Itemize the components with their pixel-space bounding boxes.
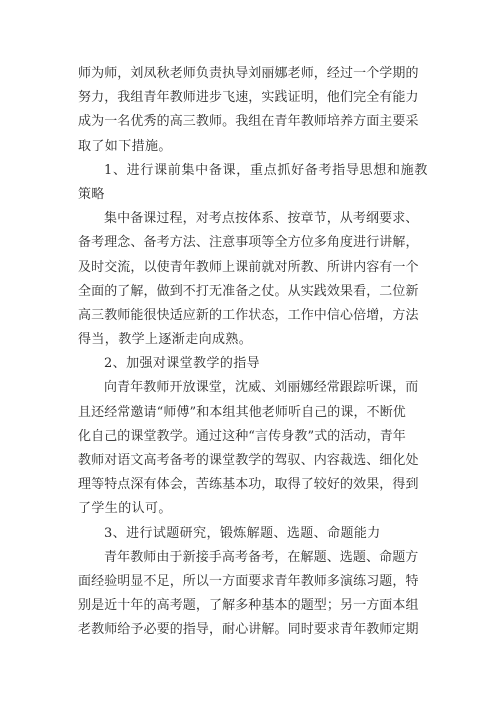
text-line: 得当，教学上逐渐走向成熟。: [78, 332, 253, 348]
text-line: 且还经常邀请“师傅”和本组其他老师听自己的课，不断优: [78, 404, 406, 420]
text-line: 取了如下措施。: [78, 138, 172, 154]
text-line: 及时交流，以使青年教师上课前就对所教、所讲内容有一个: [78, 259, 419, 275]
text-line: 向青年教师开放课堂，沈威、刘丽娜经常跟踪听课，而: [104, 380, 419, 396]
section-heading: 3、进行试题研究，锻炼解题、选题、命题能力: [104, 525, 381, 541]
section-heading: 2、加强对课堂教学的指导: [104, 356, 261, 372]
text-line: 努力，我组青年教师进步飞速，实践证明，他们完全有能力: [78, 90, 419, 106]
text-line: 了学生的认可。: [78, 501, 172, 517]
text-line: 成为一名优秀的高三教师。我组在青年教师培养方面主要采: [78, 114, 419, 130]
text-line: 集中备课过程，对考点按体系、按章节，从考纲要求、: [104, 211, 419, 227]
text-line: 师为师，刘凤秋老师负责执导刘丽娜老师，经过一个学期的: [78, 66, 419, 81]
text-line: 备考理念、备考方法、注意事项等全方位多角度进行讲解，: [78, 235, 419, 251]
text-line: 化自己的课堂教学。通过这种“言传身教”式的活动，青年: [78, 428, 406, 444]
text-line: 教师对语文高考备考的课堂教学的驾驭、内容裁选、细化处: [78, 453, 419, 468]
text-line: 面经验明显不足，所以一方面要求青年教师多演练习题，特: [78, 573, 419, 589]
section-heading-continued: 策略: [78, 186, 105, 202]
document-body: [78, 62, 430, 643]
text-line: 理等特点深有体会，苦练基本功，取得了较好的效果，得到: [78, 477, 419, 493]
text-line: 全面的了解，做到不打无准备之仗。从实践效果看，二位新: [78, 283, 419, 299]
section-heading: 1、进行课前集中备课，重点抓好备考指导思想和施教: [104, 162, 429, 178]
text-line: 高三教师能很快适应新的工作状态，工作中信心倍增，方法: [78, 307, 419, 323]
text-line: 别是近十年的高考题，了解多种基本的题型；另一方面本组: [78, 598, 419, 614]
text-line: 老教师给予必要的指导，耐心讲解。同时要求青年教师定期: [78, 622, 419, 638]
text-line: 青年教师由于新接手高考备考，在解题、选题、命题方: [104, 549, 419, 565]
